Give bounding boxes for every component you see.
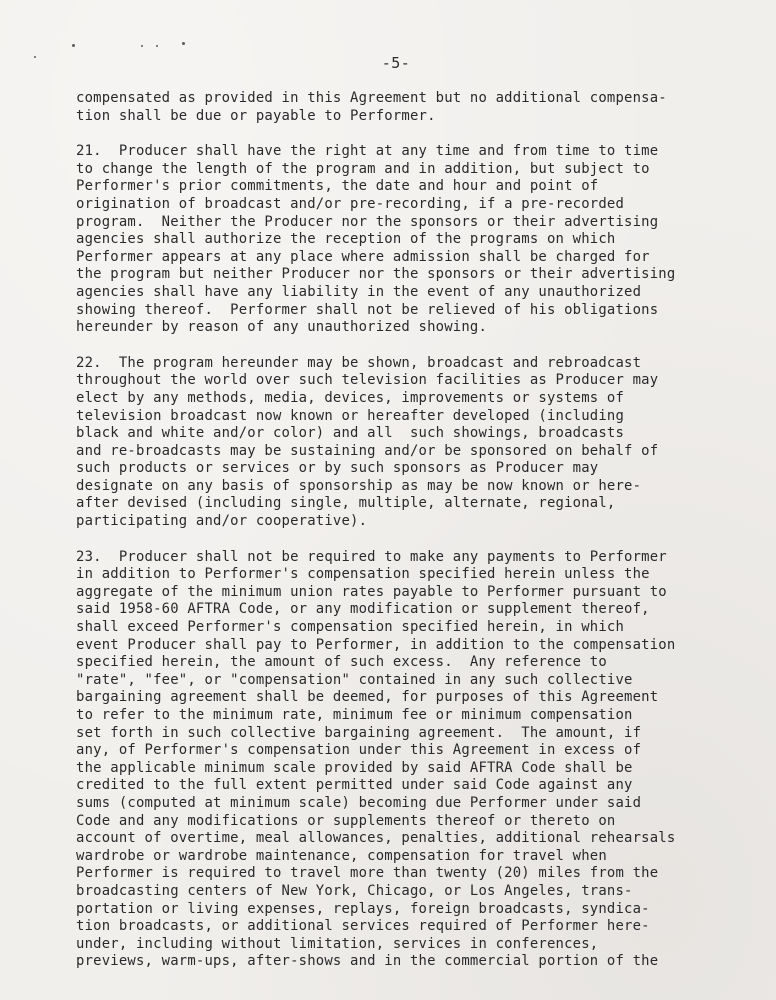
- text-line: 21. Producer shall have the right at any time and from time to time: [76, 143, 659, 160]
- text-line: any, of Performer's compensation under this Agreement in excess of: [76, 742, 642, 759]
- text-line: under, including without limitation, services in conferences,: [76, 935, 599, 952]
- paragraph-continuation: [76, 90, 726, 125]
- text-line: previews, warm-ups, after-shows and in the commercial portion of the: [76, 953, 659, 970]
- text-line: "rate", "fee", or "compensation" contained in any such collective: [76, 671, 633, 688]
- text-line: broadcasting centers of New York, Chicago, or Los Angeles, trans-: [76, 882, 633, 899]
- text-line: account of overtime, meal allowances, penalties, additional rehearsals: [76, 830, 676, 847]
- page-number: -5-: [381, 54, 411, 72]
- paragraph-22: [76, 355, 726, 531]
- text-line: Performer appears at any place where admission shall be charged for: [76, 248, 650, 265]
- text-line: wardrobe or wardrobe maintenance, compensation for travel when: [76, 847, 607, 864]
- text-line: showing thereof. Performer shall not be relieved of his obligations: [76, 301, 659, 318]
- text-line: such products or services or by such sponsors as Producer may: [76, 460, 599, 477]
- text-line: credited to the full extent permitted under said Code against any: [76, 777, 633, 794]
- text-line: set forth in such collective bargaining agreement. The amount, if: [76, 724, 642, 741]
- scan-speck: [141, 45, 143, 47]
- text-line: specified herein, the amount of such excess. Any reference to: [76, 654, 607, 671]
- text-line: designate on any basis of sponsorship as may be now known or here-: [76, 477, 642, 494]
- paragraph-21: [76, 143, 726, 337]
- text-line: black and white and/or color) and all such showings, broadcasts: [76, 425, 625, 442]
- scan-speck: [182, 42, 185, 45]
- text-line: program. Neither the Producer nor the sponsors or their advertising: [76, 213, 659, 230]
- text-line: to refer to the minimum rate, minimum fee or minimum compensation: [76, 707, 633, 723]
- document-body: [76, 90, 726, 989]
- text-line: origination of broadcast and/or pre-recording, if a pre-recorded: [76, 195, 625, 212]
- text-line: 23. Producer shall not be required to make any payments to Performer: [76, 548, 667, 565]
- text-line: elect by any methods, media, devices, improvements or systems of: [76, 389, 625, 406]
- text-line: the program but neither Producer nor the sponsors or their advertising: [76, 266, 676, 283]
- text-line: Performer's prior commitments, the date and hour and point of: [76, 178, 599, 195]
- text-line: participating and/or cooperative).: [76, 513, 368, 530]
- text-line: sums (computed at minimum scale) becoming due Performer under said: [76, 794, 642, 811]
- text-line: agencies shall have any liability in the event of any unauthorized: [76, 283, 642, 300]
- text-line: tion broadcasts, or additional services required of Performer here-: [76, 918, 650, 935]
- text-line: throughout the world over such television facilities as Producer may: [76, 372, 659, 389]
- text-line: hereunder by reason of any unauthorized showing.: [76, 319, 488, 336]
- text-line: tion shall be due or payable to Performer.: [76, 107, 436, 124]
- text-line: Performer is required to travel more than twenty (20) miles from the: [76, 865, 659, 882]
- text-line: in addition to Performer's compensation specified herein unless the: [76, 566, 650, 583]
- text-line: and re-broadcasts may be sustaining and/or be sponsored on behalf of: [76, 442, 659, 459]
- text-line: portation or living expenses, replays, foreign broadcasts, syndica-: [76, 900, 650, 917]
- text-line: said 1958-60 AFTRA Code, or any modification or supplement thereof,: [76, 601, 650, 618]
- text-line: event Producer shall pay to Performer, in addition to the compensation: [76, 636, 676, 653]
- paragraph-23: [76, 549, 726, 971]
- text-line: agencies shall authorize the reception of the programs on which: [76, 231, 616, 248]
- scan-speck: [72, 44, 75, 47]
- text-line: compensated as provided in this Agreement but no additional compensa-: [76, 90, 667, 106]
- text-line: aggregate of the minimum union rates payable to Performer pursuant to: [76, 583, 667, 600]
- scan-speck: [156, 45, 158, 47]
- text-line: 22. The program hereunder may be shown, broadcast and rebroadcast: [76, 354, 642, 371]
- text-line: bargaining agreement shall be deemed, for purposes of this Agreement: [76, 689, 659, 706]
- text-line: television broadcast now known or hereafter developed (including: [76, 407, 625, 424]
- text-line: after devised (including single, multiple, alternate, regional,: [76, 495, 616, 512]
- text-line: Code and any modifications or supplements thereof or thereto on: [76, 812, 616, 829]
- text-line: the applicable minimum scale provided by said AFTRA Code shall be: [76, 759, 633, 776]
- text-line: to change the length of the program and in addition, but subject to: [76, 160, 650, 177]
- text-line: shall exceed Performer's compensation specified herein, in which: [76, 619, 625, 636]
